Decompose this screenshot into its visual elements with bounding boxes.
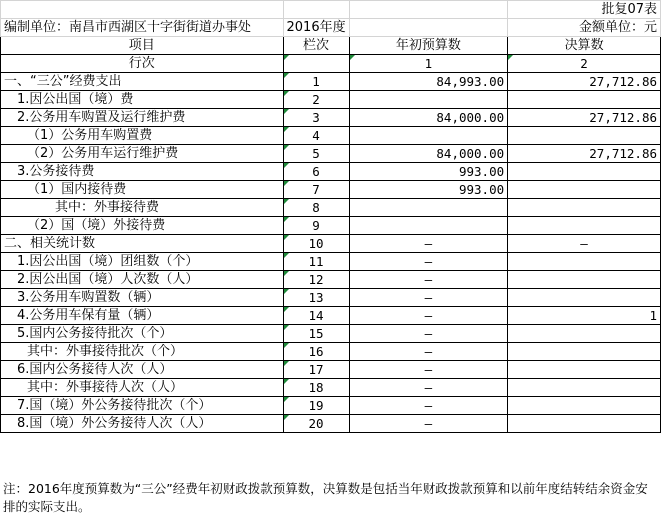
row-label: 1.因公出国（境）费 [1,91,284,109]
row-budget-value: — [349,361,508,379]
row-final-value: 27,712.86 [508,109,661,127]
table-row [1,73,661,91]
row-line-number: 3 [283,109,349,127]
row-label: 3.公务用车购置数（辆） [1,289,284,307]
col-final: 决算数 [508,37,661,55]
row-label: 8.国（境）外公务接待人次（人） [1,415,284,433]
form-code-row [1,1,661,19]
row-final-value [508,361,661,379]
budget-col-no: 1 [349,55,508,73]
row-line-number: 20 [283,415,349,433]
row-line-number: 10 [283,235,349,253]
row-budget-value: — [349,397,508,415]
row-line-number: 12 [283,271,349,289]
row-line-number: 14 [283,307,349,325]
table-row [1,271,661,289]
col-budget: 年初预算数 [349,37,508,55]
row-line-number: 16 [283,343,349,361]
col-item: 项目 [1,37,284,55]
table-row [1,181,661,199]
row-budget-value: — [349,235,508,253]
row-label: 5.国内公务接待批次（个） [1,325,284,343]
row-final-value: 1 [508,307,661,325]
table-row [1,325,661,343]
row-final-value [508,397,661,415]
row-budget-value: — [349,415,508,433]
row-label: 二、相关统计数 [1,235,284,253]
row-label: 6.国内公务接待人次（人） [1,361,284,379]
row-line-number: 13 [283,289,349,307]
row-final-value: — [508,235,661,253]
footnote: 注：2016年度预算数为“三公”经费年初财政拨款预算数，决算数是包括当年财政拨款预算和以前年度结转结余资金安排的实际支出。 [3,481,648,514]
row-label: 2.公务用车购置及运行维护费 [1,109,284,127]
row-label: 4.公务用车保有量（辆） [1,307,284,325]
table-row [1,361,661,379]
row-budget-value [349,91,508,109]
row-budget-value: — [349,253,508,271]
row-line-number: 9 [283,217,349,235]
row-final-value: 27,712.86 [508,73,661,91]
table-row [1,127,661,145]
row-line-number: 8 [283,199,349,217]
row-final-value [508,271,661,289]
line-label: 行次 [1,55,284,73]
row-budget-value: — [349,379,508,397]
row-budget-value: 84,000.00 [349,109,508,127]
row-line-number: 19 [283,397,349,415]
table-row [1,217,661,235]
row-budget-value: 84,993.00 [349,73,508,91]
row-budget-value [349,127,508,145]
row-line-number: 18 [283,379,349,397]
row-label: 其中：外事接待人次（人） [1,379,284,397]
table-row [1,163,661,181]
row-label: （2）公务用车运行维护费 [1,145,284,163]
row-budget-value: — [349,289,508,307]
table-row [1,91,661,109]
row-line-number: 5 [283,145,349,163]
row-budget-value: 84,000.00 [349,145,508,163]
row-budget-value: 993.00 [349,181,508,199]
table-row [1,289,661,307]
row-label: 其中：外事接待费 [1,199,284,217]
row-final-value [508,127,661,145]
form-code: 批复07表 [508,1,661,19]
report-year: 2016年度 [283,19,349,37]
row-budget-value [349,199,508,217]
table-row [1,145,661,163]
row-label: 其中：外事接待批次（个） [1,343,284,361]
table-row [1,397,661,415]
row-line-number: 1 [283,73,349,91]
row-final-value [508,181,661,199]
table-row [1,199,661,217]
row-final-value [508,289,661,307]
row-line-number: 11 [283,253,349,271]
row-line-number: 15 [283,325,349,343]
final-col-no: 2 [508,55,661,73]
table-row [1,379,661,397]
row-final-value [508,91,661,109]
row-final-value [508,325,661,343]
table-row [1,109,661,127]
row-final-value [508,253,661,271]
row-budget-value: — [349,343,508,361]
row-label: 2.因公出国（境）人次数（人） [1,271,284,289]
table-row [1,307,661,325]
row-label: 一、“三公”经费支出 [1,73,284,91]
col-level: 栏次 [283,37,349,55]
table-row [1,235,661,253]
row-label: 1.因公出国（境）团组数（个） [1,253,284,271]
unit-row [1,19,661,37]
row-budget-value: — [349,271,508,289]
row-budget-value: — [349,307,508,325]
row-line-number: 6 [283,163,349,181]
row-final-value [508,343,661,361]
row-budget-value: 993.00 [349,163,508,181]
row-label: （1）国内接待费 [1,181,284,199]
row-label: （2）国（境）外接待费 [1,217,284,235]
row-budget-value [349,217,508,235]
column-header-row [1,37,661,55]
unit-label: 编制单位：南昌市西湖区十字街街道办事处 [1,19,284,37]
table-row [1,343,661,361]
row-line-number: 2 [283,91,349,109]
row-label: 3.公务接待费 [1,163,284,181]
row-line-number: 4 [283,127,349,145]
row-final-value: 27,712.86 [508,145,661,163]
table-row [1,253,661,271]
row-line-number: 17 [283,361,349,379]
currency-unit: 金额单位：元 [508,19,661,37]
row-line-number: 7 [283,181,349,199]
row-budget-value: — [349,325,508,343]
row-final-value [508,163,661,181]
line-number-row [1,55,661,73]
row-label: 7.国（境）外公务接待批次（个） [1,397,284,415]
row-final-value [508,199,661,217]
row-label: （1）公务用车购置费 [1,127,284,145]
row-final-value [508,379,661,397]
row-final-value [508,415,661,433]
row-final-value [508,217,661,235]
table-row [1,415,661,433]
